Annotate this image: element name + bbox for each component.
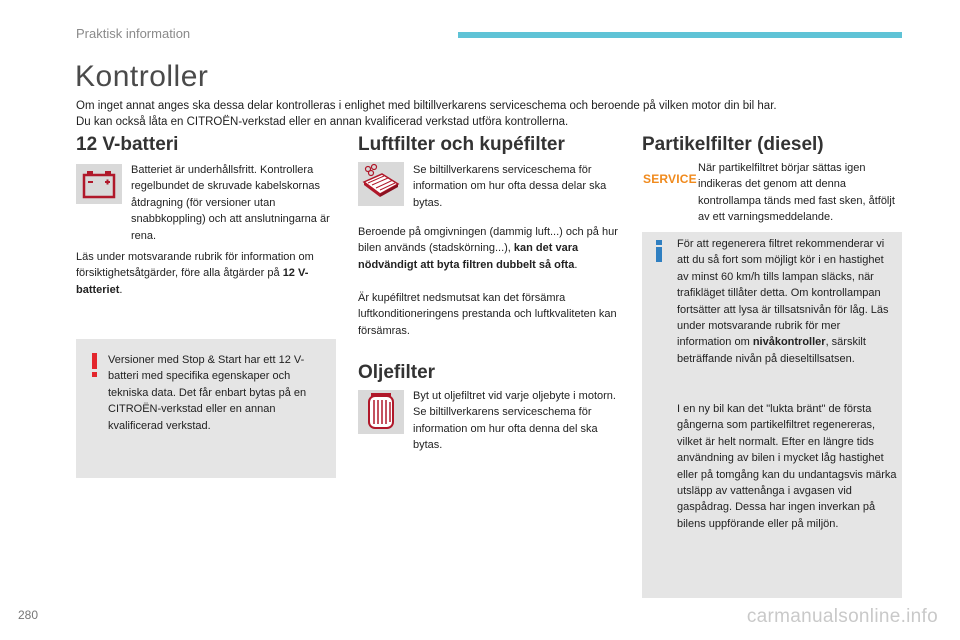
airfilter-text: Se biltillverkarens serviceschema för information om hur ofta dessa delar ska bytas. <box>413 164 607 209</box>
particle-info-paragraph-1 <box>677 236 897 367</box>
particle-info-paragraph-2: I en ny bil kan det "lukta bränt" de första gångerna som partikelfiltret regenereras, vilket är helt normalt. Efter en längre tids användning av bilen i mycket låg hastighet eller på tomgång kan du undantagsvis märka utsläpp av vattenånga i avgasen vid gaspådrag. Dessa har ingen inverkan på bilens uppförande eller på miljön. <box>677 403 897 530</box>
battery-ref-bold: 12 V-batteriet <box>76 267 309 296</box>
airfilter-p1-text: Beroende på omgivningen (dammig luft...) och på hur bilen används (stadskörning...), <box>358 226 618 255</box>
section-label: Praktisk information <box>76 26 191 41</box>
particle-info1-text: För att regenerera filtret rekommenderar vi att du så fort som möjligt kör i en hastighet av minst 60 km/h tills lampan släcks, när trafikläget tillåter detta. Om kontrollampan fortsätter att lysa är tillsatsnivån för låg. Läs under motsvarande rubrik för mer information om <box>677 238 889 349</box>
particle-text: När partikelfiltret börjar sättas igen indikeras det genom att denna kontrollampa tänds med fast sken, åtföljt av ett varningsmeddelande. <box>698 162 895 224</box>
intro-line-1: Om inget annat anges ska dessa delar kontrolleras i enlighet med biltillverkarens serviceschema och beroende på vilken motor din bil har. <box>76 100 777 112</box>
intro-text <box>76 98 896 130</box>
airfilter-heading: Luftfilter och kupéfilter <box>358 134 565 155</box>
battery-heading: 12 V-batteri <box>76 134 179 155</box>
battery-warning-text: Versioner med Stop & Start har ett 12 V-batteri med specifika egenskaper och tekniska data. Det får enbart bytas på en CITROËN-verkstad eller en annan kvalificerad verkstad. <box>108 354 307 432</box>
oil-filter-icon <box>358 390 404 434</box>
particle-heading: Partikelfilter (diesel) <box>642 134 824 155</box>
intro-line-2: Du kan också låta en CITROËN-verkstad eller en annan kvalificerad verkstad utföra kontrollerna. <box>76 116 569 128</box>
oilfilter-heading: Oljefilter <box>358 362 436 383</box>
filter-icon <box>358 162 404 206</box>
info-icon <box>653 239 665 263</box>
airfilter-p1-bold: kan det vara nödvändigt att byta filtren dubbelt så ofta <box>358 242 579 271</box>
oilfilter-text: Byt ut oljefiltret vid varje oljebyte i motorn. Se biltillverkarens serviceschema för information om hur ofta denna del ska bytas. <box>413 390 616 452</box>
exclamation-icon <box>88 352 102 378</box>
airfilter-paragraph-1 <box>358 224 620 273</box>
page-number: 280 <box>18 608 39 622</box>
battery-ref-text: Läs under motsvarande rubrik för information om försiktighetsåtgärder, före alla åtgärder på <box>76 251 314 280</box>
battery-text: Batteriet är underhållsfritt. Kontrollera regelbundet de skruvade kabelskornas åtdragning (för versioner utan snabbkoppling) och att anslutningarna är rena. <box>131 164 330 242</box>
battery-ref-end: . <box>119 283 123 296</box>
particle-info1-bold: nivåkontroller <box>752 336 826 349</box>
airfilter-paragraph-2: Är kupéfiltret nedsmutsat kan det försämra luftkonditioneringens prestanda och luftkvaliteten kan försämras. <box>358 292 617 337</box>
watermark: carmanualsonline.info <box>746 606 938 627</box>
header-accent-bar <box>458 32 902 38</box>
service-warning-light: SERVICE <box>643 172 697 186</box>
particle-info1-end: , särskilt beträffande nivån på dieseltillsatsen. <box>677 336 866 365</box>
page-title: Kontroller <box>75 60 209 93</box>
battery-icon <box>76 164 122 204</box>
battery-reference <box>76 249 338 298</box>
airfilter-p1-end: . <box>574 258 578 271</box>
